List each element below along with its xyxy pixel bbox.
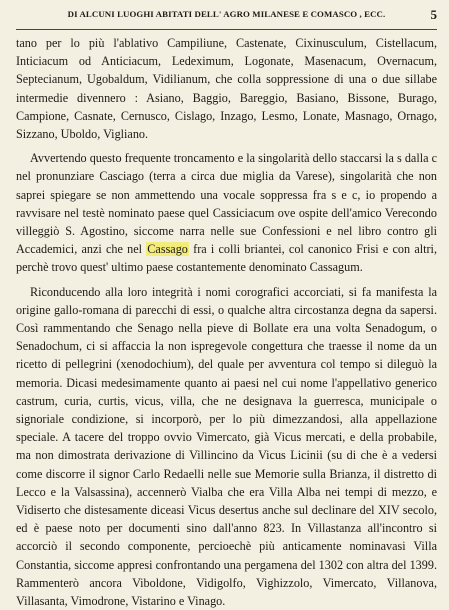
page-number: 5 xyxy=(430,7,437,22)
body-text xyxy=(16,34,437,610)
paragraph-2 xyxy=(16,149,437,276)
paragraph-1: tano per lo più l'ablativo Campiliune, Castenate, Cixinusculum, Cistellacum, Inticiacum od Anticiacum, Ledeximum, Logonate, Masenacum, Overnacum, Septecianum, Ugobaldum, Vidilianum, che colla soppressione di una o due sillabe intermedie divennero : Asiano, Baggio, Bareggio, Basiano, Bissone, Burago, Campione, Casnate, Cernusco, Cislago, Inzago, Lesmo, Lonate, Masnago, Ornago, Sizzano, Uboldo, Vigliano. xyxy=(16,36,437,142)
highlighted-word: Cassago xyxy=(147,242,188,257)
paragraph-2-before-highlight: Avvertendo questo frequente troncamento e la singolarità dello staccarsi la s dalla c nel pronunziare Casciago (terra a circa due miglia da Varese), singolarità che non saprei spiegare se non ammettendo una vocale soppressa fra s e c, io propendo a ravvisare nel testè nominato paese quel Cassiciacum ove ospite dell'amico Verecondo villeggiò S. Agostino, siccome narra nelle sue Confessioni e nel libro contro gli Accademici, anzi che nel xyxy=(16,151,437,257)
paragraph-2-after-highlight: fra i colli briantei, col canonico Frisi e con altri, perchè trovo quest' ultimo paese costantemente denominato Cassagum. xyxy=(16,242,437,275)
page-header xyxy=(16,7,437,30)
paragraph-3: Riconducendo alla loro integrità i nomi corografici accorciati, si fa manifesta la origine gallo-romana di parecchi di essi, o qualche altra circostanza degna da sapersi. Così rammentando che Senago nella pieve di Bollate era una volta Senadogum, o Senadochum, ci si affaccia la non ispregevole congettura che traesse il nome da un ricetto di pellegrini (xenodochium), del quale per avventura col tempo si dileguò la memoria. Dicasi medesimamente quanto ai paesi nel cui nome l'appellativo generico castrum, curia, curtis, vicus, villa, che ne designava la guerresca, municipale o signoriale condizione, si incorporò, per lo più dimezzandosi, alla appellazione speciale. A tacere del troppo ovvio Vimercato, già Vicus mercati, e della probabile, ma non dimostrata derivazione di Villincino da Vicus Licinii (su di che è a vedersi come discorre il signor Carlo Redaelli nelle sue Memorie sulla Brianza, il distretto di Lecco e la Valsassina), accennerò Vialba che era Villa Alba nei tempi di mezzo, e Vidiserto che distesamente diceasi Vicus desertus anche sul declinare del XIV secolo, ed è paese noto per documenti sino dall'anno 823. In Villastanza all'incontro si accorciò il secondo componente, percioechè più anticamente nominavasi Villa Constantia, siccome appresi confrontando una pergamena del 1302 con altra del 1399. Rammenterò ancora Viboldone, Vidigolfo, Vighizzolo, Vimercato, Villanova, Villasanta, Vimodrone, Vistarino e Vinago. xyxy=(16,284,437,609)
running-head: DI ALCUNI LUOGHI ABITATI DELL' AGRO MILANESE E COMASCO , ECC. xyxy=(67,9,386,19)
